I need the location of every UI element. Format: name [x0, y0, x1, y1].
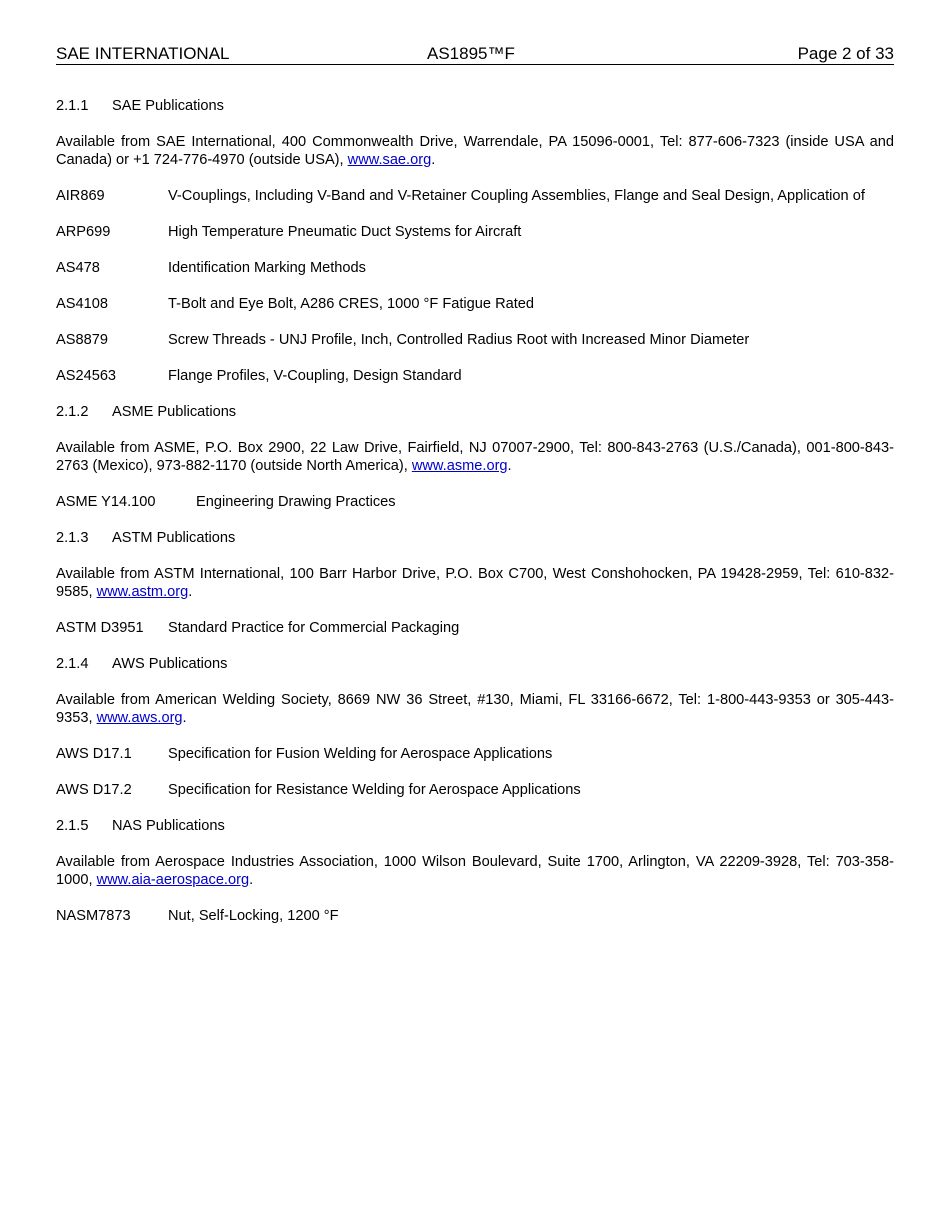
document-body — [56, 97, 894, 943]
availability-text: Available from SAE International, 400 Commonwealth Drive, Warrendale, PA 15096-0001, Tel: 877-606-7323 (inside USA and Canada) or +1 724-776-4970 (outside USA), — [56, 134, 894, 168]
availability-text: Available from Aerospace Industries Association, 1000 Wilson Boulevard, Suite 1700, Arlington, VA 22209-3928, Tel: 703-358-1000, — [56, 854, 894, 888]
reference-code: AS24563 — [56, 368, 117, 384]
section-heading-nas — [56, 817, 894, 835]
reference-item — [56, 493, 894, 511]
aia-website-link[interactable]: www.aia-aerospace.org — [96, 872, 250, 888]
reference-item — [56, 781, 894, 799]
reference-title: High Temperature Pneumatic Duct Systems for Aircraft — [168, 224, 522, 240]
header-org: SAE INTERNATIONAL — [56, 44, 230, 63]
reference-title: Specification for Resistance Welding for Aerospace Applications — [168, 782, 581, 798]
availability-paragraph-asme: Available from ASME, P.O. Box 2900, 22 Law Drive, Fairfield, NJ 07007-2900, Tel: 800-843-2763 (U.S./Canada), 001-800-843-2763 (Mexico), 973-882-1170 (outside North America), www.asme.org. — [56, 440, 894, 474]
reference-title: V-Couplings, Including V-Band and V-Retainer Coupling Assemblies, Flange and Seal Design, Application of — [168, 188, 865, 204]
section-title: AWS Publications — [112, 656, 228, 672]
reference-code: AWS D17.2 — [56, 782, 132, 798]
reference-code: AS478 — [56, 260, 100, 276]
reference-code: AS4108 — [56, 296, 108, 312]
reference-item — [56, 331, 894, 349]
sae-website-link[interactable]: www.sae.org — [347, 152, 432, 168]
availability-text: Available from ASTM International, 100 Barr Harbor Drive, P.O. Box C700, West Conshohocken, PA 19428-2959, Tel: 610-832-9585, — [56, 566, 894, 600]
reference-code: AIR869 — [56, 188, 105, 204]
reference-code: ARP699 — [56, 224, 111, 240]
section-heading-sae — [56, 97, 894, 115]
availability-paragraph-astm: Available from ASTM International, 100 Barr Harbor Drive, P.O. Box C700, West Conshohocken, PA 19428-2959, Tel: 610-832-9585, www.astm.org. — [56, 566, 894, 600]
page-header — [56, 44, 894, 65]
section-number: 2.1.1 — [56, 98, 89, 114]
asme-website-link[interactable]: www.asme.org — [411, 458, 508, 474]
reference-code: ASME Y14.100 — [56, 494, 156, 510]
reference-item — [56, 187, 894, 205]
availability-paragraph-nas: Available from Aerospace Industries Association, 1000 Wilson Boulevard, Suite 1700, Arlington, VA 22209-3928, Tel: 703-358-1000, www.aia-aerospace.org. — [56, 854, 894, 888]
availability-text: Available from American Welding Society, 8669 NW 36 Street, #130, Miami, FL 33166-6672, Tel: 1-800-443-9353 or 305-443-9353, — [56, 692, 894, 726]
reference-code: NASM7873 — [56, 908, 131, 924]
availability-paragraph-aws: Available from American Welding Society, 8669 NW 36 Street, #130, Miami, FL 33166-6672, Tel: 1-800-443-9353 or 305-443-9353, www.aws.org. — [56, 692, 894, 726]
aws-website-link[interactable]: www.aws.org — [96, 710, 183, 726]
section-heading-asme — [56, 403, 894, 421]
availability-paragraph-sae: Available from SAE International, 400 Commonwealth Drive, Warrendale, PA 15096-0001, Tel: 877-606-7323 (inside USA and Canada) or +1 724-776-4970 (outside USA), www.sae.org. — [56, 134, 894, 168]
reference-title: Screw Threads - UNJ Profile, Inch, Controlled Radius Root with Increased Minor Diameter — [168, 332, 750, 348]
availability-text: Available from ASME, P.O. Box 2900, 22 Law Drive, Fairfield, NJ 07007-2900, Tel: 800-843-2763 (U.S./Canada), 001-800-843-2763 (Mexico), 973-882-1170 (outside North America), — [56, 440, 894, 474]
reference-title: Nut, Self-Locking, 1200 °F — [168, 908, 339, 924]
header-page-number: Page 2 of 33 — [797, 44, 894, 63]
reference-item — [56, 907, 894, 925]
reference-item — [56, 259, 894, 277]
reference-item — [56, 745, 894, 763]
section-heading-astm — [56, 529, 894, 547]
section-title: ASME Publications — [112, 404, 237, 420]
reference-title: Flange Profiles, V-Coupling, Design Standard — [168, 368, 462, 384]
section-number: 2.1.4 — [56, 656, 89, 672]
reference-code: ASTM D3951 — [56, 620, 144, 636]
section-heading-aws — [56, 655, 894, 673]
reference-title: Standard Practice for Commercial Packaging — [168, 620, 460, 636]
section-title: SAE Publications — [112, 98, 224, 114]
reference-item — [56, 295, 894, 313]
reference-title: T-Bolt and Eye Bolt, A286 CRES, 1000 °F Fatigue Rated — [168, 296, 535, 312]
section-title: ASTM Publications — [112, 530, 236, 546]
reference-title: Specification for Fusion Welding for Aerospace Applications — [168, 746, 553, 762]
section-number: 2.1.5 — [56, 818, 89, 834]
reference-code: AWS D17.1 — [56, 746, 132, 762]
reference-title: Engineering Drawing Practices — [196, 494, 396, 510]
astm-website-link[interactable]: www.astm.org — [96, 584, 189, 600]
reference-item — [56, 223, 894, 241]
reference-item — [56, 367, 894, 385]
reference-code: AS8879 — [56, 332, 108, 348]
reference-item — [56, 619, 894, 637]
reference-title: Identification Marking Methods — [168, 260, 366, 276]
section-number: 2.1.3 — [56, 530, 89, 546]
section-title: NAS Publications — [112, 818, 225, 834]
header-doc-id: AS1895™F — [427, 44, 515, 63]
section-number: 2.1.2 — [56, 404, 89, 420]
